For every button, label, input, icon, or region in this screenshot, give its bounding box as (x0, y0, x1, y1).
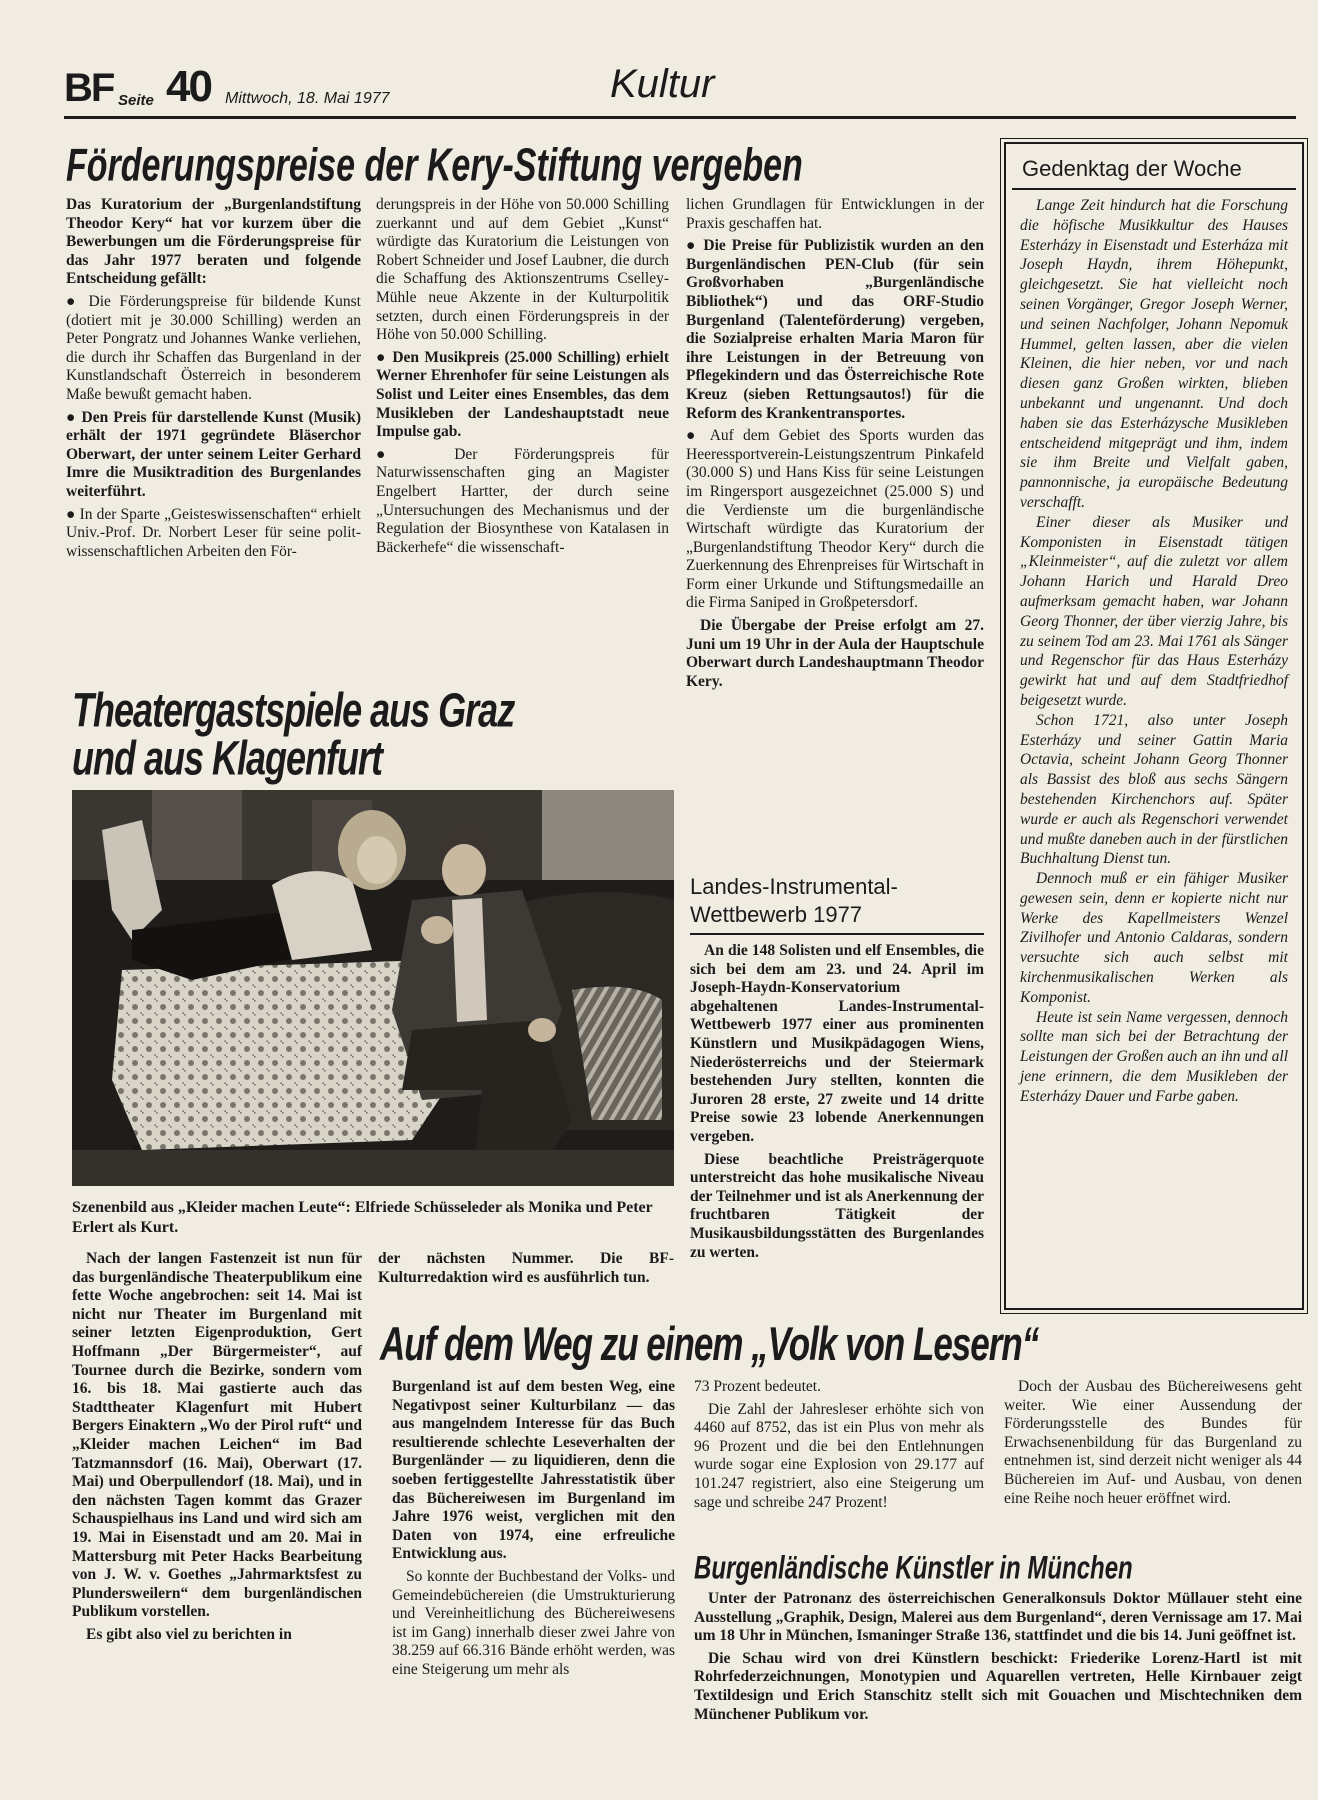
scene-photo-image (72, 790, 674, 1186)
article5-body (694, 1590, 1302, 1728)
article3-rule (690, 933, 984, 935)
article4-headline: Auf dem Weg zu einem „Volk von Lesern“ (380, 1318, 1039, 1371)
article5-paragraph: Die Schau wird von drei Künstlern beschickt: Friederike Lorenz-Hartl ist mit Rohrfederzeichnungen, Monotypien und Aquarellen vertreten, Helle Kirnbauer zeigt Textildesign und Erich Stanschitz stellt sich mit Gouachen und Mischtechniken dem Münchener Publikum vor. (694, 1649, 1302, 1723)
gedenktag-title: Gedenktag der Woche (1012, 144, 1296, 190)
article3-headline-line2: Wettbewerb 1977 (690, 902, 863, 927)
article3-body (690, 942, 984, 1266)
article4-paragraph: Doch der Ausbau des Büchereiwesens geht weiter. Wie einer Aussendung der Förderungsstelle des Bundes für Erwachsenenbildung für das Burgenland zu entnehmen ist, sind derzeit nicht weniger als 44 Büchereien im Auf- und Ausbau, von denen eine Reihe noch heuer eröffnet wird. (1004, 1378, 1302, 1507)
article1-paragraph: ● Den Musikpreis (25.000 Schilling) erhielt Werner Ehrenhofer für seine Leistungen als Solist und Leiter eines Ensembles, das dem Musikleben der Landeshauptstadt neue Impulse gab. (376, 349, 669, 442)
article2-paragraph: Es gibt also viel zu berichten in (86, 1625, 292, 1643)
gedenktag-paragraph: Dennoch muß er ein fähiger Musiker gewesen sein, denn er kopierte nicht nur Werke des Kapellmeisters Wenzel Zivilhofer und Antonio Caldaras, sondern versuchte sich auch selbst mit kirchenmusikalischen Werken als Komponist. (1020, 870, 1288, 1006)
gedenktag-paragraph: Einer dieser als Musiker und Komponisten in Eisenstadt tätigen „Kleinmeister“, auf die zuletzt vor allem Johann Harich und Harald Dreo aufmerksam gemacht haben, war Johann Georg Thonner, der über vierzig Jahre, bis zu seinem Tod am 23. Mai 1761 als Sänger und Regenschor für das Haus Esterházy gewirkt hat und auf dem Stadtfriedhof beigesetzt wurde. (1020, 513, 1288, 709)
gedenktag-box (1004, 142, 1304, 1310)
issue-date: Mittwoch, 18. Mai 1977 (225, 90, 390, 107)
article2-col1 (72, 1250, 362, 1648)
article3-paragraph: An die 148 Solisten und elf Ensembles, die sich bei dem am 23. und 24. April im Joseph-Haydn-Konservatorium abgehaltenen Landes-Instrumental-Wettbewerb 1977 einer aus prominenten Künstlern und Musikpädagogen Wiens, Niederösterreichs und der Steiermark bestehenden Jury stellten, konnten die Juroren 28 erste, 27 zweite und 14 dritte Preise sowie 23 lobende Anerkennungen vergeben. (690, 942, 984, 1145)
article2-headline-line2: und aus Klagenfurt (72, 730, 383, 786)
article1-paragraph: derungspreis in der Höhe von 50.000 Schilling zuerkannt und auf dem Gebiet „Kunst“ würdigte das Kuratorium die Leistungen von Robert Schneider und Josef Laubner, die durch die Schaffung des Aktionszentrums Cselley-Mühle neue Akzente in der Kulturpolitik setzten, durch einen Förderungspreis in der Höhe von 50.000 Schilling. (376, 196, 669, 344)
page-number: 40 (166, 62, 211, 111)
article1-col2 (376, 196, 669, 561)
article1-paragraph: Die Übergabe der Preise erfolgt am 27. Juni um 19 Uhr in der Aula der Hauptschule Oberwart durch Landeshauptmann Theodor Kery. (686, 617, 984, 690)
gedenktag-paragraph: Heute ist sein Name vergessen, dennoch sollte man sich bei der Betrachtung der Leistungen der Großen auch an ihn und all jene erinnern, die dem Musikleben der Esterházy Dauer und Farbe gaben. (1020, 1008, 1288, 1105)
page-label: Seite (118, 92, 154, 109)
article1-paragraph: ● In der Sparte „Geisteswissenschaften“ erhielt Univ.-Prof. Dr. Norbert Leser für seine polit-wissenschaftlichen Arbeiten den För- (66, 506, 361, 562)
photo-caption: Szenenbild aus „Kleider machen Leute“: Elfriede Schüsseleder als Monika und Peter Erlert als Kurt. (72, 1199, 653, 1236)
article2-col2 (378, 1250, 674, 1291)
section-title: Kultur (610, 62, 715, 106)
article2-paragraph: der nächsten Nummer. Die BF-Kulturredaktion wird es ausführlich tun. (378, 1250, 674, 1286)
masthead-rule (64, 116, 1296, 119)
gedenktag-paragraph: Lange Zeit hindurch hat die Forschung die höfische Musikkultur des Hauses Esterházy in Eisenstadt und Esterháza mit Joseph Haydn, ihrem Höhepunkt, gleichgesetzt. Sie hat vielleicht noch seinen Vorgänger, Gregor Joseph Werner, und seinen Nachfolger, Johann Nepomuk Hummel, gelten lassen, aber die vielen Kleinen, die hier neben, vor und nach diesen ganz Großen wirkten, blieben unbekannt und ungenannt. Und doch haben sie das Esterházysche Musikleben entscheidend mitgeprägt und ihm, indem sie ihm Breite und Vielfalt gaben, pannonnische, ja europäische Bedeutung verschafft. (1020, 197, 1288, 511)
article1-headline: Förderungspreise der Kery-Stiftung vergeben (66, 140, 803, 192)
article1-paragraph: ● Den Preis für darstellende Kunst (Musik) erhält der 1971 gegründete Bläserchor Oberwart, der unter seinem Leiter Gerhard Imre die Musiktradition des Burgenlandes weiterführt. (66, 409, 361, 502)
article1-paragraph: lichen Grundlagen für Entwicklungen in der Praxis geschaffen hat. (686, 196, 984, 232)
gedenktag-paragraph: Schon 1721, also unter Joseph Esterházy und seiner Gattin Maria Octavia, scheint Johann Georg Thonner als Bassist des bloß aus sechs Sängern bestehenden Kirchenchors auf. Später wurde er auch als Regenschori verwendet und mußte daneben auch in der fürstlichen Buchhaltung Dienst tun. (1020, 711, 1288, 868)
article4-col2 (694, 1378, 984, 1516)
article4-col3 (1004, 1378, 1302, 1512)
article4-col1 (392, 1378, 675, 1684)
article4-paragraph: 73 Prozent bedeutet. (694, 1378, 821, 1395)
masthead-logo: BF (64, 66, 114, 110)
article3-paragraph: Diese beachtliche Preisträgerquote unterstreicht das hohe musikalische Niveau der Teilnehmer und ist als Anerkennung der fruchtbaren Tätigkeit der Musikausbildungsstätten des Burgenlandes zu werten. (690, 1150, 984, 1261)
article2-paragraph: Nach der langen Fastenzeit ist nun für das burgenländische Theaterpublikum eine fette Woche angebrochen: seit 14. Mai ist nicht nur Theater im Burgenland mit seiner letzten Eigenproduktion, Gert Hoffmann „Der Bürgermeister“, auf Tournee durch die Bezirke, sondern vom 16. bis 18. Mai gastierte auch das Stadttheater Klagenfurt mit Hubert Bergers Einaktern „Wo der Pirol ruft“ und „Kleider machen Leichen“ im Bad Tatzmannsdorf (16. Mai), Oberwart (17. Mai) und Oberpullendorf (18. Mai), und in den nächsten Tagen kommt das Grazer Schauspielhaus ins Land und wird sich am 19. Mai in Eisenstadt und am 20. Mai in Mattersburg mit Peter Hacks Bearbeitung von J. W. v. Goethes „Jahrmarktsfest zu Plundersweilern“ dem burgenländischen Publikum vorstellen. (72, 1250, 362, 1621)
gedenktag-body (1006, 190, 1302, 1107)
article1-paragraph: ● Die Förderungspreise für bildende Kunst (dotiert mit je 30.000 Schilling) werden an Peter Pongratz und Johannes Wanke verliehen, die durch ihr Schaffen das Burgenland in der Kunstlandschaft Österreich in besonderem Maße bewußt gemacht haben. (66, 293, 361, 405)
article3-headline-line1: Landes-Instrumental- (690, 874, 898, 899)
article1-lead: Das Kuratorium der „Burgenlandstiftung Theodor Kery“ hat vor kurzem über die Bewerbungen um die Förderungspreise für das Jahr 1977 beraten und folgende Entscheidung gefällt: (66, 196, 361, 288)
article4-paragraph: Die Zahl der Jahresleser erhöhte sich von 4460 auf 8752, das ist ein Plus von mehr als 96 Prozent und die bei den Entlehnungen wurde sogar eine Explosion von 29.177 auf 101.247 registriert, also eine Steigerung um sage und schreibe 247 Prozent! (694, 1400, 984, 1511)
article1-col1 (66, 196, 361, 565)
article5-paragraph: Unter der Patronanz des österreichischen Generalkonsuls Doktor Müllauer steht eine Ausstellung „Graphik, Design, Malerei aus dem Burgenland“, deren Vernissage am 17. Mai um 18 Uhr in München, Ismaninger Straße 136, stattfindet und die bis 14. Juni geöffnet ist. (694, 1590, 1302, 1645)
article1-col3 (686, 196, 984, 695)
article1-paragraph: ● Der Förderungspreis für Naturwissenschaften ging an Magister Engelbert Hartter, der durch seine „Untersuchungen des Mechanismus und der Regulation der Biosynthese von Katalasen in Bäckerhefe“ die wissenschaft- (376, 446, 669, 558)
article4-paragraph: Burgenland ist auf dem besten Weg, eine Negativpost seiner Kulturbilanz — das aus mangelndem Interesse für das Buch resultierende schlechte Leseverhalten der Burgenländer — zu liquidieren, denn die soeben fertiggestellte Jahresstatistik über das Büchereiwesen im Burgenland im Jahre 1976 weist, verglichen mit den Daten von 1974, eine erfreuliche Entwicklung aus. (392, 1378, 675, 1563)
article1-paragraph: ● Die Preise für Publizistik wurden an den Burgenländischen PEN-Club (für sein Großvorhaben „Burgenländische Bibliothek“) und das ORF-Studio Burgenland (Talenteförderung) vergeben, die Sozialpreise erhalten Maria Maron für ihre Leistungen in der Betreuung von Pflegekindern und das Österreichische Rote Kreuz (sieben Rettungsautos!) für die Reform des Krankentransportes. (686, 237, 984, 423)
scene-photo (72, 790, 674, 1186)
article1-paragraph: ● Auf dem Gebiet des Sports wurden das Heeressportverein-Leistungszentrum Pinkafeld (30.000 S) und Hans Kiss für seine Leistungen im Ringersport ausgezeichnet (25.000 S) und die Verdienste um die burgenländische Wirtschaft würdigte das Kuratorium der „Burgenlandstiftung Theodor Kery“ durch die Zuerkennung des Ehrenpreises für Wirtschaft in Form einer Urkunde und Stiftungsmedaille an die Firma Saniped in Großpetersdorf. (686, 427, 984, 613)
article2-headline-line1: Theatergastspiele aus Graz (72, 682, 515, 738)
article5-headline: Burgenländische Künstler in München (694, 1550, 1133, 1587)
article4-paragraph: So konnte der Buchbestand der Volks- und Gemeindebüchereien (die Umstrukturierung und Vereinheitlichung des Büchereiwesens ist im Gang) innerhalb dieser zwei Jahre von 38.259 auf 66.316 Bände erhöht werden, was eine Steigerung um mehr als (392, 1567, 675, 1678)
